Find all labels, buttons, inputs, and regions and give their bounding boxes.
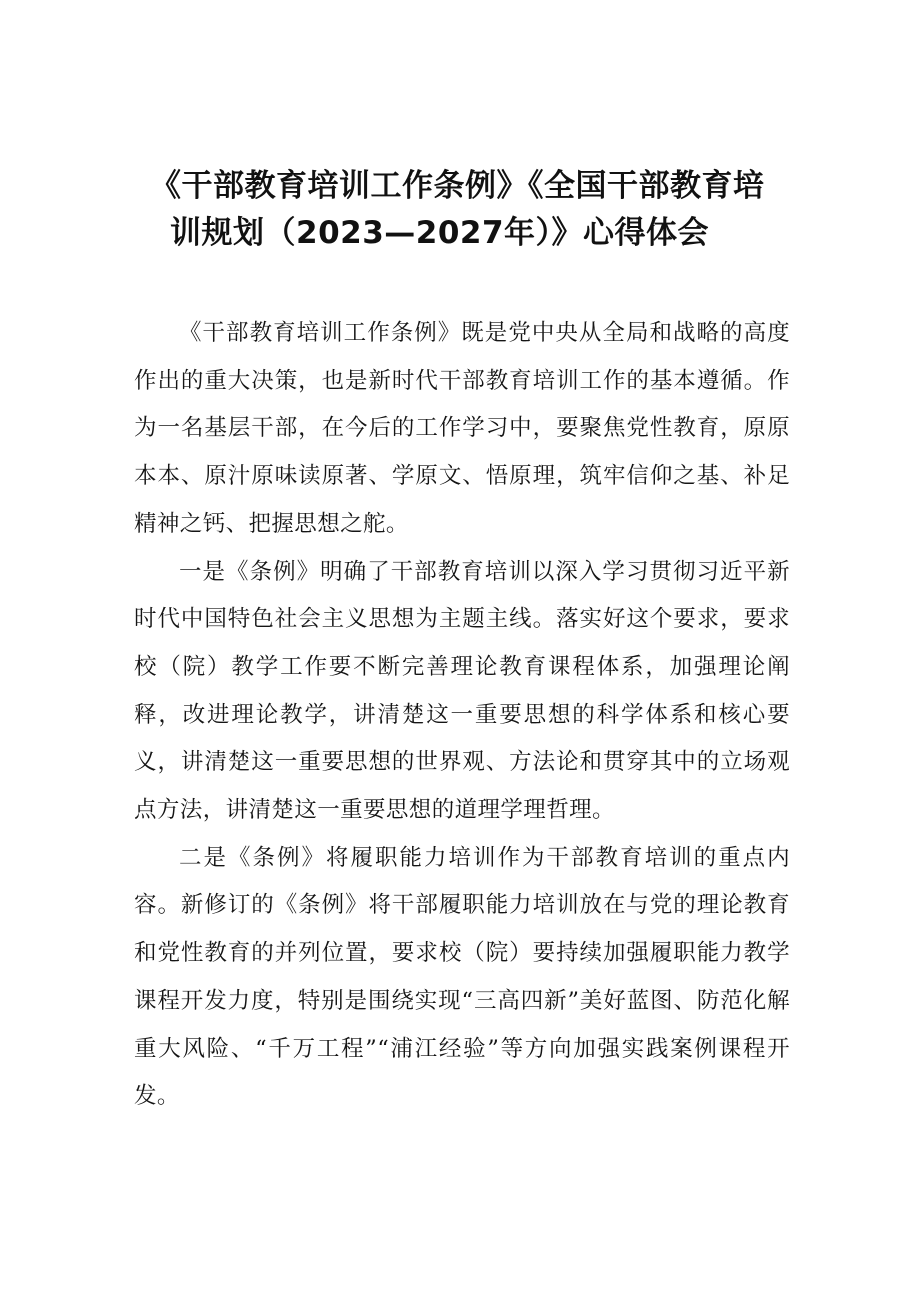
title-line-2: 训规划（2023—2027年）》心得体会 (170, 215, 710, 251)
paragraph-3: 二是《条例》将履职能力培训作为干部教育培训的重点内容。新修订的《条例》将干部履职能力培训放在与党的理论教育和党性教育的并列位置，要求校（院）要持续加强履职能力教学课程开发力度，特别是围绕实现“三高四新”美好蓝图、防范化解重大风险、“千万工程”“浦江经验”等方向加强实践案例课程开发。 (134, 844, 790, 1110)
document-title (150, 163, 800, 257)
paragraph-1: 《干部教育培训工作条例》既是党中央从全局和战略的高度作出的重大决策，也是新时代干部教育培训工作的基本遵循。作为一名基层干部，在今后的工作学习中，要聚焦党性教育，原原本本、原汁原味读原著、学原文、悟原理，筑牢信仰之基、补足精神之钙、把握思想之舵。 (134, 320, 790, 537)
paragraph-2: 一是《条例》明确了干部教育培训以深入学习贯彻习近平新时代中国特色社会主义思想为主题主线。落实好这个要求，要求校（院）教学工作要不断完善理论教育课程体系，加强理论阐释，改进理论教学，讲清楚这一重要思想的科学体系和核心要义，讲清楚这一重要思想的世界观、方法论和贯穿其中的立场观点方法，讲清楚这一重要思想的道理学理哲理。 (134, 558, 790, 824)
title-line-1: 《干部教育培训工作条例》《全国干部教育培 (150, 168, 765, 204)
document-body (134, 310, 790, 1121)
